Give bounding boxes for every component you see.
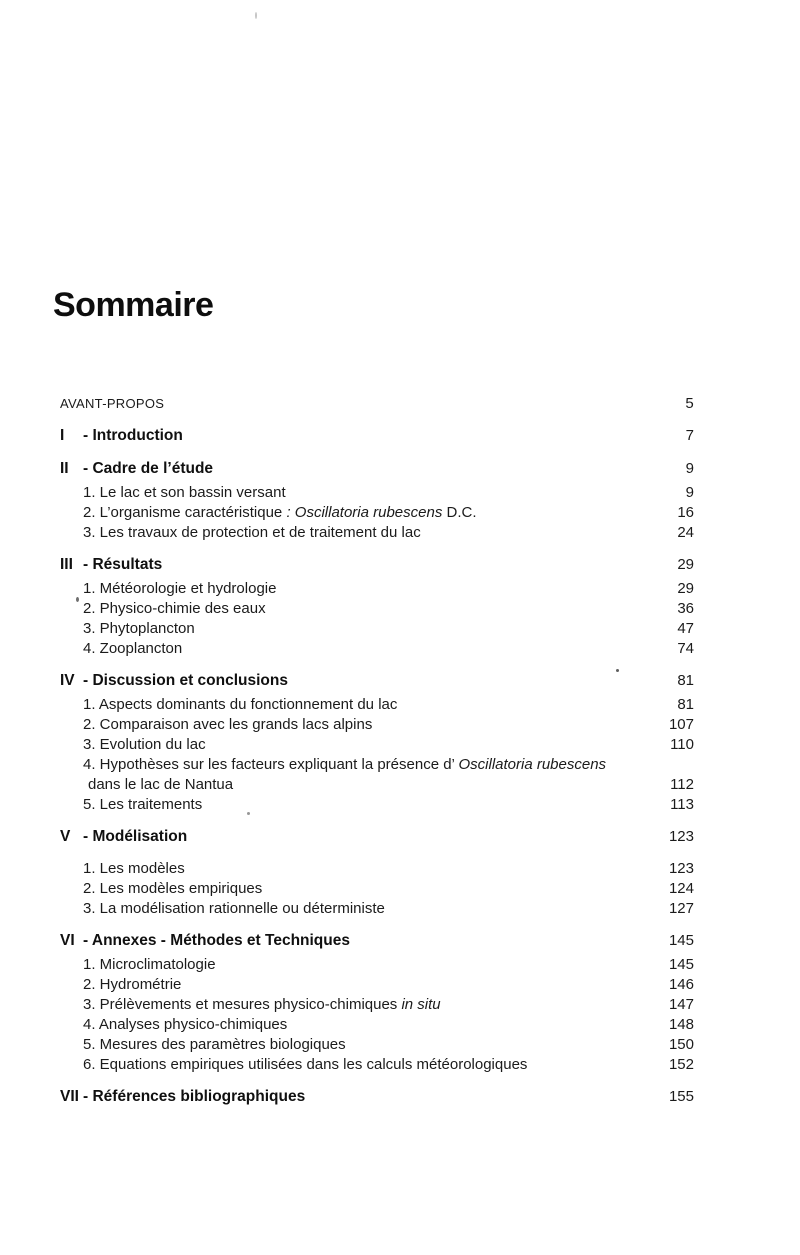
toc-entry-section [60, 458, 694, 480]
page-number: 150 [668, 1036, 694, 1053]
section-numeral: VI [60, 932, 75, 949]
toc-entry-item [60, 975, 694, 995]
entry-label: 2. Les modèles empiriques [83, 880, 263, 897]
entry-label: - Résultats [83, 556, 163, 573]
entry-label: 6. Equations empiriques utilisées dans les calculs météorologiques [83, 1056, 528, 1073]
toc-entry-item [60, 1055, 694, 1075]
section-numeral: III [60, 556, 73, 573]
page-number: 24 [677, 524, 694, 541]
entry-label: 1. Aspects dominants du fonctionnement du lac [83, 696, 398, 713]
entry-label: - Références bibliographiques [83, 1088, 306, 1105]
entry-label: 2. L’organisme caractéristique : Oscillatoria rubescens D.C. [83, 504, 477, 521]
toc-entry-item [60, 899, 694, 919]
page-number: 9 [685, 484, 694, 501]
table-of-contents [60, 394, 694, 1108]
scan-speck [255, 12, 257, 19]
section-numeral: I [60, 427, 65, 444]
toc-entry-item [60, 639, 694, 659]
entry-label: 2. Hydrométrie [83, 976, 182, 993]
toc-entry-item [60, 715, 694, 735]
toc-entry-section [60, 670, 694, 692]
entry-label: 5. Mesures des paramètres biologiques [83, 1036, 346, 1053]
scan-speck [616, 669, 619, 672]
page-number: 47 [677, 620, 694, 637]
section-numeral: II [60, 460, 69, 477]
toc-entry-item [60, 619, 694, 639]
entry-label: AVANT-PROPOS [60, 396, 165, 411]
page-number: 146 [668, 976, 694, 993]
entry-label: - Annexes - Méthodes et Techniques [83, 932, 350, 949]
toc-entry-front [60, 394, 694, 414]
page-number: 145 [668, 932, 694, 949]
page-number: 124 [668, 880, 694, 897]
entry-label: dans le lac de Nantua [88, 776, 234, 793]
entry-label: 1. Microclimatologie [83, 956, 216, 973]
toc-entry-item [60, 735, 694, 755]
toc-entry-item [60, 599, 694, 619]
page-number: 29 [677, 580, 694, 597]
toc-entry-section [60, 1086, 694, 1108]
page-number: 155 [668, 1088, 694, 1105]
page-number: 127 [668, 900, 694, 917]
toc-entry-item [60, 695, 694, 715]
entry-label: 1. Météorologie et hydrologie [83, 580, 277, 597]
entry-label: 3. Phytoplancton [83, 620, 195, 637]
entry-label: 5. Les traitements [83, 796, 203, 813]
toc-entry-item [60, 879, 694, 899]
toc-entry-item [60, 579, 694, 599]
page-number: 112 [670, 776, 694, 793]
page-number: 9 [685, 460, 694, 477]
page-number: 36 [677, 600, 694, 617]
page-number: 110 [670, 736, 694, 753]
entry-label: 4. Zooplancton [83, 640, 183, 657]
toc-entry-cont [60, 775, 694, 795]
toc-entry-section [60, 826, 694, 848]
entry-label: 3. Les travaux de protection et de traitement du lac [83, 524, 421, 541]
toc-entry-section [60, 930, 694, 952]
toc-entry-item [60, 503, 694, 523]
page-number: 148 [668, 1016, 694, 1033]
toc-entry-item [60, 755, 694, 775]
page-number: 81 [677, 672, 694, 689]
scan-speck [247, 812, 250, 815]
section-numeral: IV [60, 672, 75, 689]
entry-label: 3. Evolution du lac [83, 736, 206, 753]
page-number: 152 [668, 1056, 694, 1073]
entry-label: 1. Les modèles [83, 860, 185, 877]
entry-label: 4. Analyses physico-chimiques [83, 1016, 288, 1033]
toc-entry-item [60, 795, 694, 815]
page-number: 16 [677, 504, 694, 521]
toc-entry-item [60, 523, 694, 543]
page-number: 81 [677, 696, 694, 713]
section-numeral: V [60, 828, 71, 845]
entry-label: 3. La modélisation rationnelle ou déterministe [83, 900, 385, 917]
entry-label: 3. Prélèvements et mesures physico-chimiques in situ [83, 996, 441, 1013]
toc-entry-section [60, 425, 694, 447]
page-number: 145 [668, 956, 694, 973]
entry-label: - Modélisation [83, 828, 188, 845]
page-title: Sommaire [53, 286, 214, 324]
toc-entry-item [60, 995, 694, 1015]
entry-label: 1. Le lac et son bassin versant [83, 484, 286, 501]
entry-label: 4. Hypothèses sur les facteurs expliquant la présence d’ Oscillatoria rubescens [83, 756, 607, 773]
page-number: 113 [670, 796, 694, 813]
page-number: 123 [668, 860, 694, 877]
toc-entry-item [60, 955, 694, 975]
page-number: 5 [685, 395, 694, 412]
page-number: 7 [685, 427, 694, 444]
entry-label: - Discussion et conclusions [83, 672, 288, 689]
entry-label: - Cadre de l’étude [83, 460, 214, 477]
page-number: 123 [668, 828, 694, 845]
toc-entry-item [60, 859, 694, 879]
entry-label: 2. Comparaison avec les grands lacs alpins [83, 716, 373, 733]
page-number: 147 [668, 996, 694, 1013]
toc-entry-section [60, 554, 694, 576]
page-number: 74 [677, 640, 694, 657]
entry-label: - Introduction [83, 427, 183, 444]
toc-entry-item [60, 483, 694, 503]
section-numeral: VII [60, 1088, 79, 1105]
toc-entry-item [60, 1015, 694, 1035]
toc-entry-item [60, 1035, 694, 1055]
page-number: 107 [668, 716, 694, 733]
entry-label: 2. Physico-chimie des eaux [83, 600, 266, 617]
page-number: 29 [677, 556, 694, 573]
scan-speck [76, 597, 79, 602]
